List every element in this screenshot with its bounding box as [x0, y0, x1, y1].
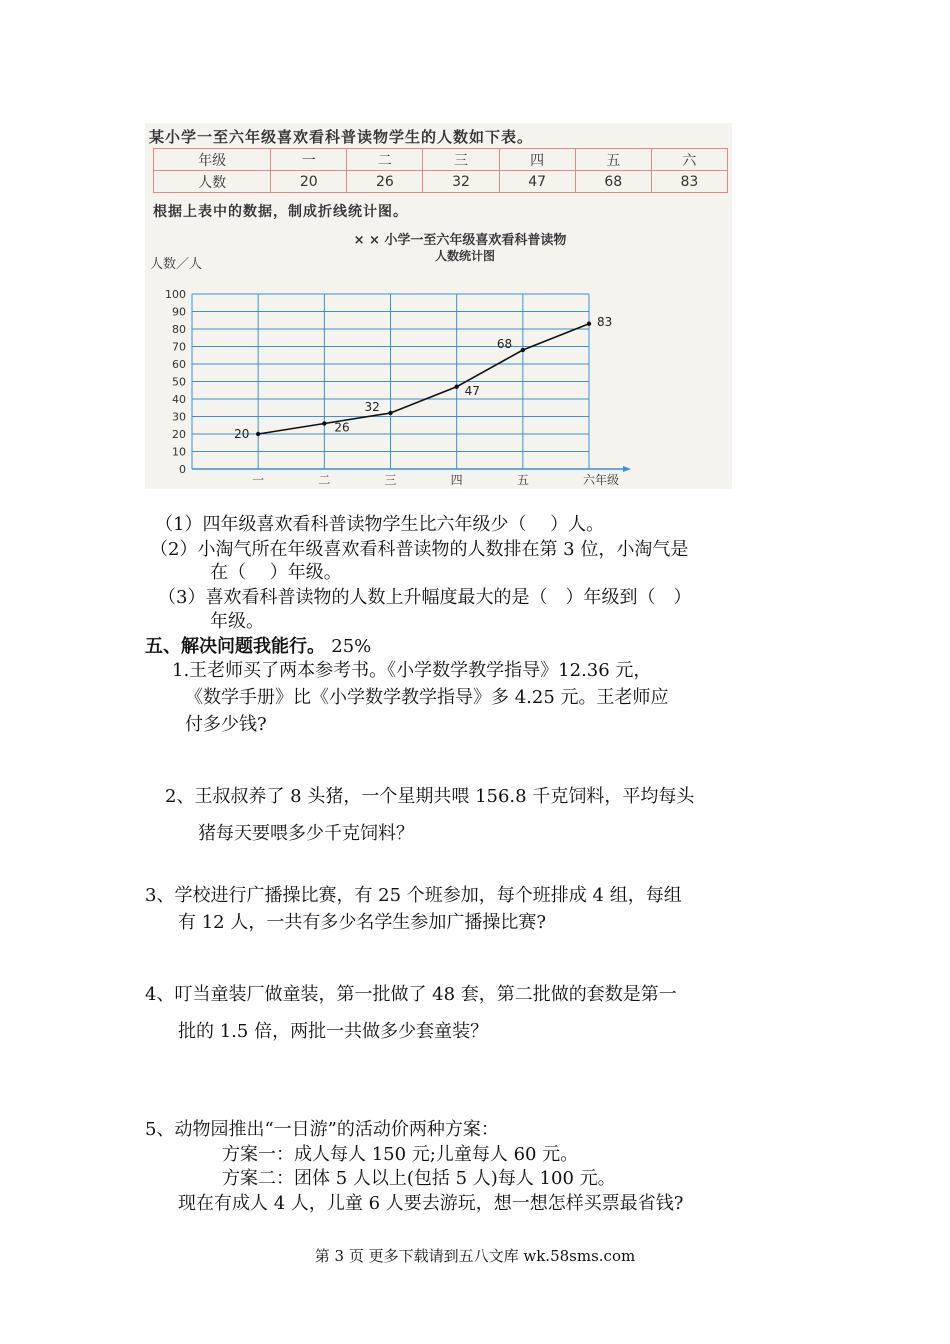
table-cell: 26 — [347, 171, 423, 193]
problem-5-line-3: 方案二：团体 5 人以上(包括 5 人)每人 100 元。 — [222, 1168, 616, 1189]
question-3-line-1: （3）喜欢看科普读物的人数上升幅度最大的是（ ）年级到（ ） — [158, 587, 692, 608]
y-tick-label: 70 — [172, 340, 186, 354]
x-tick-label: 五 — [516, 473, 529, 487]
data-label: 20 — [234, 427, 250, 441]
table-cell: 68 — [575, 171, 651, 193]
x-tick-label: 六 — [582, 473, 596, 487]
problem-5-line-4: 现在有成人 4 人，儿童 6 人要去游玩，想一想怎样买票最省钱? — [178, 1193, 684, 1214]
data-label: 32 — [364, 400, 380, 414]
figure-instruction: 根据上表中的数据，制成折线统计图。 — [153, 204, 408, 220]
x-tick-label: 三 — [384, 473, 397, 487]
x-tick-label: 一 — [252, 473, 265, 487]
x-tick-label: 二 — [318, 473, 331, 487]
table-header-grade: 年级 — [154, 149, 271, 171]
table-cell: 83 — [651, 171, 727, 193]
y-tick-label: 100 — [165, 288, 186, 301]
y-tick-label: 60 — [172, 358, 186, 371]
y-tick-label: 40 — [172, 393, 186, 406]
problem-1-line-3: 付多少钱? — [185, 714, 267, 735]
data-label: 83 — [597, 314, 613, 329]
problem-4-line-2: 批的 1.5 倍，两批一共做多少套童装？ — [178, 1021, 489, 1042]
chart-title: × × 小学一至六年级喜欢看科普读物 — [353, 233, 567, 248]
y-tick-label: 10 — [172, 445, 186, 459]
problem-5-line-2: 方案一：成人每人 150 元;儿童每人 60 元。 — [222, 1144, 579, 1165]
data-point — [256, 432, 260, 436]
problem-3-line-2: 有 12 人，一共有多少名学生参加广播操比赛? — [178, 912, 546, 933]
line-chart — [145, 123, 732, 489]
x-axis-arrow — [623, 466, 631, 472]
data-point — [454, 385, 458, 389]
problem-1-line-1: 1.王老师买了两本参考书。《小学数学教学指导》12.36 元， — [172, 660, 652, 681]
page-footer: 第 3 页 更多下载请到五八文库 wk.58sms.com — [314, 1247, 636, 1265]
data-point — [521, 348, 525, 352]
table-cell: 20 — [271, 171, 347, 193]
data-figure — [145, 123, 732, 489]
data-label: 47 — [464, 383, 480, 398]
problem-2-line-2: 猪每天要喂多少千克饲料？ — [198, 823, 414, 844]
table-header-count: 人数 — [154, 171, 271, 193]
table-cell: 一 — [271, 149, 347, 171]
table-cell: 二 — [347, 149, 423, 171]
y-tick-label: 30 — [172, 410, 186, 424]
table-cell: 四 — [499, 149, 575, 171]
question-3-line-2: 年级。 — [210, 611, 264, 632]
problem-4-line-1: 4、叮当童装厂做童装，第一批做了 48 套，第二批做的套数是第一 — [145, 984, 677, 1005]
question-1: （1）四年级喜欢看科普读物学生比六年级少（ ）人。 — [155, 514, 605, 535]
question-2-line-1: （2）小淘气所在年级喜欢看科普读物的人数排在第 3 位，小淘气是 — [150, 539, 689, 560]
problem-1-line-2: 《数学手册》比《小学数学教学指导》多 4.25 元。王老师应 — [185, 687, 669, 708]
x-axis-label: 年级 — [594, 473, 620, 487]
data-point — [322, 421, 326, 425]
problem-3-line-1: 3、学校进行广播操比赛，有 25 个班参加，每个班排成 4 组，每组 — [145, 885, 682, 906]
y-tick-label: 80 — [172, 323, 186, 336]
x-tick-label: 四 — [450, 473, 463, 487]
section-percent: 25% — [331, 636, 372, 657]
table-cell: 32 — [423, 171, 499, 193]
series-line — [258, 324, 589, 434]
question-2-line-2: 在（ ）年级。 — [210, 562, 342, 583]
table-cell: 47 — [499, 171, 575, 193]
table-cell: 五 — [575, 149, 651, 171]
problem-2-line-1: 2、王叔叔养了 8 头猪，一个星期共喂 156.8 千克饲料，平均每头 — [165, 786, 695, 807]
y-tick-label: 20 — [172, 428, 186, 441]
section-title-text: 五、解决问题我能行。 — [145, 636, 325, 657]
section-title — [145, 632, 371, 658]
figure-intro: 某小学一至六年级喜欢看科普读物学生的人数如下表。 — [149, 128, 534, 146]
table-cell: 三 — [423, 149, 499, 171]
table-cell: 六 — [651, 149, 727, 171]
y-axis-label: 人数／人 — [150, 257, 203, 272]
y-tick-label: 90 — [172, 305, 186, 319]
y-tick-label: 0 — [179, 463, 186, 476]
chart-subtitle: 人数统计图 — [434, 249, 496, 263]
data-point — [587, 322, 591, 326]
data-point — [388, 411, 392, 415]
data-label: 26 — [334, 420, 350, 435]
y-tick-label: 50 — [172, 375, 186, 389]
data-label: 68 — [496, 337, 513, 351]
problem-5-line-1: 5、动物园推出“一日游”的活动价两种方案： — [145, 1119, 499, 1140]
